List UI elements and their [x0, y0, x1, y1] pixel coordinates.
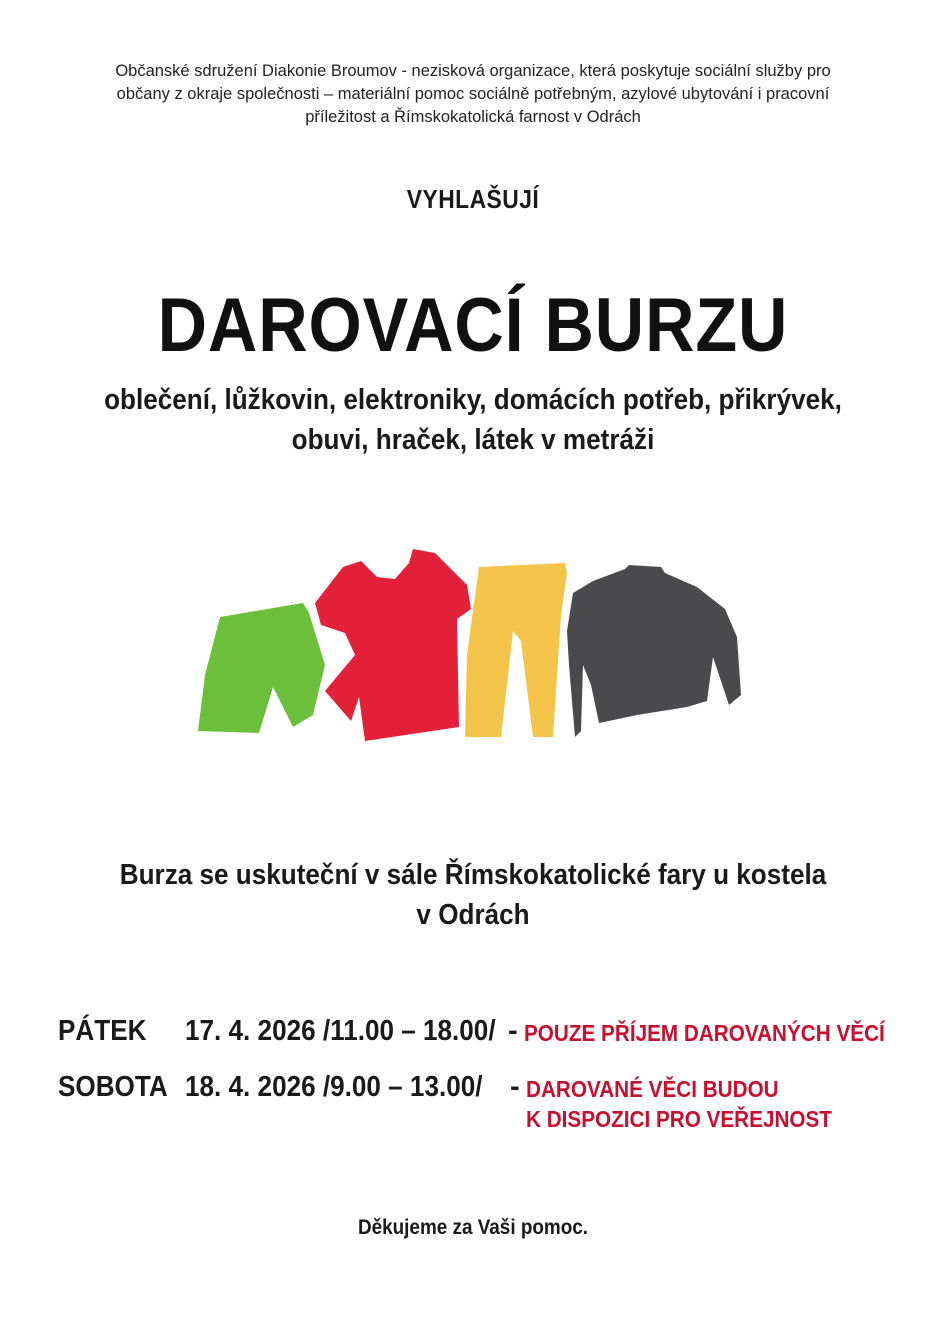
tshirt-shape: [315, 549, 471, 741]
intro-line: Občanské sdružení Diakonie Broumov - nezisková organizace, která poskytuje sociální služby pro: [115, 62, 831, 80]
venue-text: [83, 855, 862, 935]
items-list: [74, 380, 871, 460]
schedule-note-line: POUZE PŘÍJEM DAROVANÝCH VĚCÍ: [524, 1020, 885, 1046]
venue-line: v Odrách: [416, 899, 530, 931]
intro-line: občany z okraje společnosti – materiální pomoc sociálně potřebným, azylové ubytování i pracovní: [116, 85, 830, 103]
schedule-note: [524, 1018, 885, 1048]
thanks-text: Děkujeme za Vaši pomoc.: [357, 1216, 589, 1239]
schedule-datetime: 18. 4. 2026 /9.00 – 13.00/: [185, 1071, 483, 1103]
schedule-note-line: DAROVANÉ VĚCI BUDOU: [526, 1076, 779, 1102]
intro-line: příležitost a Římskokatolická farnost v Odrách: [305, 108, 641, 126]
schedule-day: PÁTEK: [58, 1015, 147, 1047]
items-line: obuvi, hraček, látek v metráži: [291, 424, 655, 456]
venue-line: Burza se uskuteční v sále Římskokatolické fary u kostela: [119, 859, 827, 891]
schedule-note: [526, 1074, 832, 1134]
schedule-datetime: 17. 4. 2026 /11.00 – 18.00/: [185, 1015, 496, 1047]
schedule-dash: -: [510, 1071, 520, 1103]
items-line: oblečení, lůžkovin, elektroniky, domácích potřeb, přikrývek,: [104, 384, 842, 416]
shorts-shape: [198, 603, 325, 733]
sweater-shape: [567, 565, 741, 737]
intro-text: [60, 60, 886, 129]
schedule-dash: -: [508, 1015, 518, 1047]
page-title: DAROVACÍ BURZU: [157, 283, 789, 368]
schedule-day: SOBOTA: [58, 1071, 168, 1103]
schedule-note-line: K DISPOZICI PRO VEŘEJNOST: [526, 1106, 832, 1132]
pants-shape: [465, 563, 567, 737]
clothes-illustration: [195, 545, 750, 745]
announce-heading: VYHLAŠUJÍ: [406, 184, 540, 214]
